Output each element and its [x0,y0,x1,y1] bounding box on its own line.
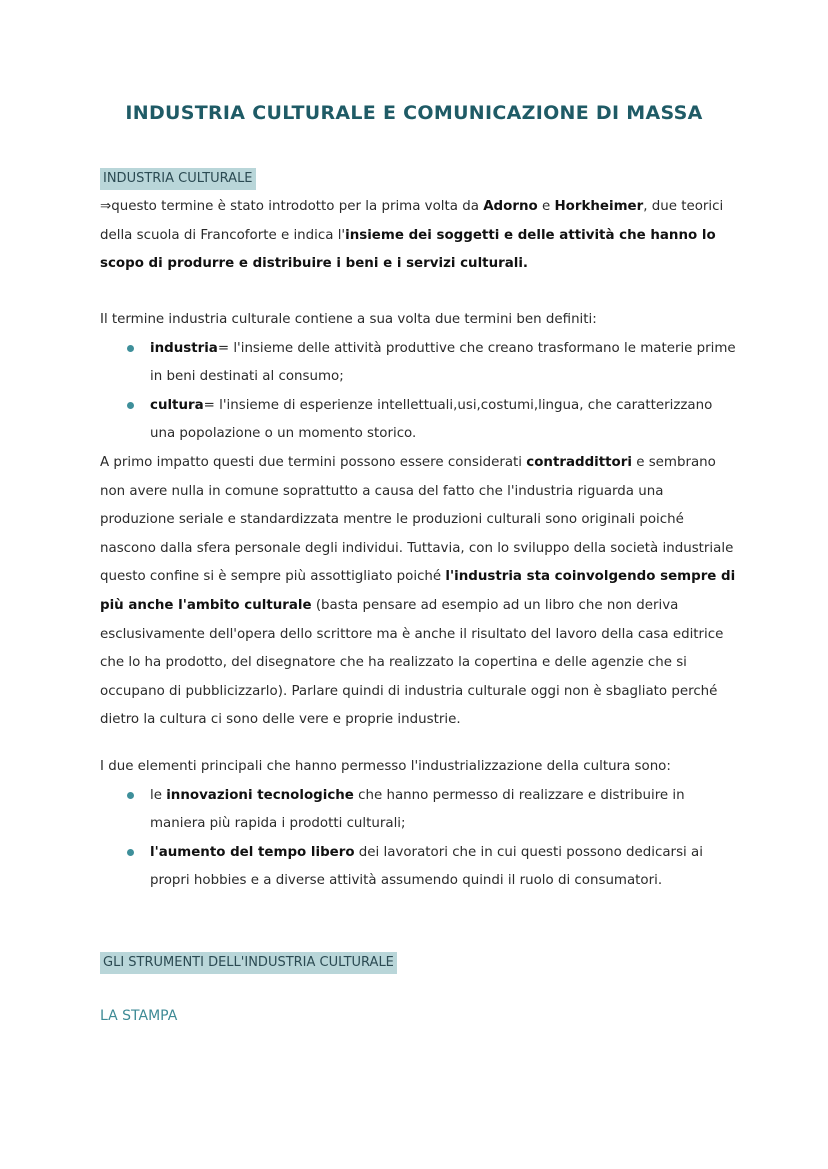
paragraph-text: A primo impatto questi due termini possono essere considerati [100,454,527,470]
item-text: che hanno permesso di realizzare e distribuire in maniera più rapida i prodotti culturali; [150,787,685,832]
term-label: cultura [150,397,204,413]
intro-text: e [537,199,555,214]
intro-text: , due teorici della scuola di Francoforte e indica l' [100,199,724,243]
terms-intro: Il termine industria culturale contiene a sua volta due termini ben definiti: [100,312,597,327]
list-item-cultura [100,392,740,449]
intro-text: ⇒questo termine è stato introdotto per la prima volta da [100,199,484,214]
term-label: industria [150,340,218,356]
author-horkheimer: Horkheimer [554,199,644,214]
list-item-tempo-libero [100,839,740,896]
elements-list [100,782,740,896]
paragraph-bold: contraddittori [526,454,632,470]
paragraph-bold: l'industria sta coinvolgendo sempre di più anche l'ambito culturale [100,569,736,613]
terms-block [100,306,740,735]
paragraph-text: (basta pensare ad esempio ad un libro che non deriva esclusivamente dell'opera dello scrittore ma è anche il risultato del lavoro della casa editrice che lo ha prodotto, del disegnatore che ha realizzato la copertina e delle agenzie che si occupano di pubblicizzarlo). Parlare quindi di industria culturale oggi non è sbagliato perché dietro la cultura ci sono delle vere e proprie industrie. [100,597,724,728]
terms-list [100,335,740,449]
term-definition: = l'insieme delle attività produttive che creano trasformano le materie prime in beni destinati al consumo; [150,340,736,385]
section-heading-strumenti: GLI STRUMENTI DELL'INDUSTRIA CULTURALE [100,952,397,974]
item-text: dei lavoratori che in cui questi possono dedicarsi ai propri hobbies e a diverse attività assumendo quindi il ruolo di consumatori. [150,844,703,889]
main-paragraph [100,449,740,735]
elements-block [100,753,740,896]
item-bold: innovazioni tecnologiche [166,787,354,803]
item-text: le [150,787,167,803]
section-heading-industria-culturale: INDUSTRIA CULTURALE [100,168,256,190]
item-bold: l'aumento del tempo libero [150,844,355,860]
list-item-innovazioni [100,782,740,839]
intro-paragraph [100,193,740,279]
definition-highlight: insieme dei soggetti e delle attività che hanno lo scopo di produrre e distribuire i beni e i servizi culturali. [100,227,716,272]
page-title: INDUSTRIA CULTURALE E COMUNICAZIONE DI MASSA [125,102,703,124]
list-item-industria [100,335,740,392]
term-definition: = l'insieme di esperienze intellettuali,usi,costumi,lingua, che caratterizzano una popolazione o un momento storico. [150,397,713,442]
author-adorno: Adorno [483,199,538,214]
subheading-la-stampa: LA STAMPA [100,1008,178,1024]
elements-intro: I due elementi principali che hanno permesso l'industrializzazione della cultura sono: [100,759,671,774]
paragraph-text: e sembrano non avere nulla in comune soprattutto a causa del fatto che l'industria riguarda una produzione seriale e standardizzata mentre le produzioni culturali sono originali poiché nascono dalla sfera personale degli individui. Tuttavia, con lo sviluppo della società industriale questo confine si è sempre più assottigliato poiché [100,454,734,585]
